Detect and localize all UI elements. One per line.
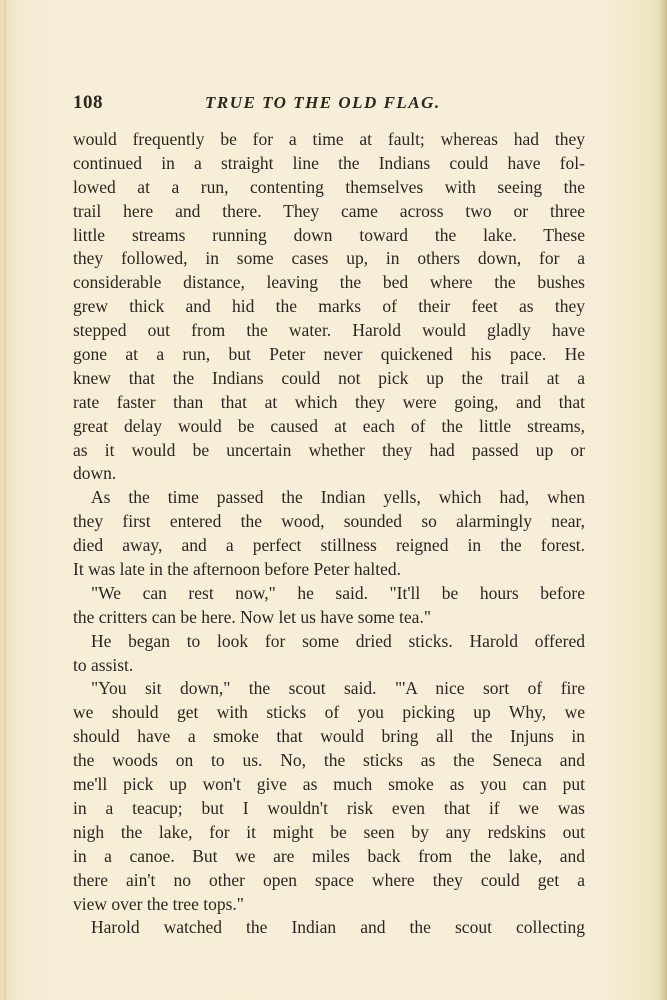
text-line: As the time passed the Indian yells, which had, when <box>91 487 585 508</box>
text-line: they first entered the wood, sounded so alarmingly near, <box>73 511 585 532</box>
text-line: died away, and a perfect stillness reigned in the forest. <box>73 535 585 556</box>
text-line: the critters can be here. Now let us have some tea." <box>73 606 431 627</box>
body-text <box>73 128 585 940</box>
text-line: nigh the lake, for it might be seen by any redskins out <box>73 821 585 842</box>
text-line: stepped out from the water. Harold would gladly have <box>73 320 585 341</box>
text-line: to assist. <box>73 654 134 675</box>
text-line: great delay would be caused at each of the little streams, <box>73 415 585 436</box>
text-line: Harold watched the Indian and the scout collecting <box>91 917 585 938</box>
text-line: down. <box>73 463 117 484</box>
text-line: little streams running down toward the lake. These <box>73 224 585 245</box>
text-line: He began to look for some dried sticks. Harold offered <box>91 630 585 651</box>
text-line: there ain't no other open space where they could get a <box>73 869 585 890</box>
text-line: gone at a run, but Peter never quickened his pace. He <box>73 344 585 365</box>
text-line: "You sit down," the scout said. "'A nice sort of fire <box>91 678 585 699</box>
page-number: 108 <box>73 92 103 113</box>
text-line: view over the tree tops." <box>73 893 244 914</box>
text-line: we should get with sticks of you picking up Why, we <box>73 702 585 723</box>
text-line: the woods on to us. No, the sticks as the Seneca and <box>73 750 585 771</box>
text-line: would frequently be for a time at fault; whereas had they <box>73 129 585 149</box>
text-line: should have a smoke that would bring all the Injuns in <box>73 726 585 747</box>
text-line: me'll pick up won't give as much smoke as you can put <box>73 774 585 795</box>
page-edge-shadow <box>659 0 667 1000</box>
text-line: knew that the Indians could not pick up the trail at a <box>73 367 585 388</box>
text-line: continued in a straight line the Indians could have fol- <box>73 152 585 173</box>
text-line: in a canoe. But we are miles back from the lake, and <box>73 845 585 866</box>
text-line: considerable distance, leaving the bed where the bushes <box>73 272 585 293</box>
text-line: rate faster than that at which they were going, and that <box>73 391 585 412</box>
text-line: lowed at a run, contenting themselves with seeing the <box>73 176 585 197</box>
text-line: "We can rest now," he said. "It'll be hours before <box>91 582 585 603</box>
page-gutter <box>4 0 6 1000</box>
text-line: It was late in the afternoon before Peter halted. <box>73 559 401 580</box>
text-line: trail here and there. They came across two or three <box>73 200 585 221</box>
running-head: TRUE TO THE OLD FLAG. <box>205 93 441 112</box>
page-header <box>73 92 585 118</box>
text-line: as it would be uncertain whether they had passed up or <box>73 439 585 460</box>
text-line: in a teacup; but I wouldn't risk even that if we was <box>73 797 585 818</box>
text-line: grew thick and hid the marks of their feet as they <box>73 296 585 317</box>
text-line: they followed, in some cases up, in others down, for a <box>73 248 585 269</box>
